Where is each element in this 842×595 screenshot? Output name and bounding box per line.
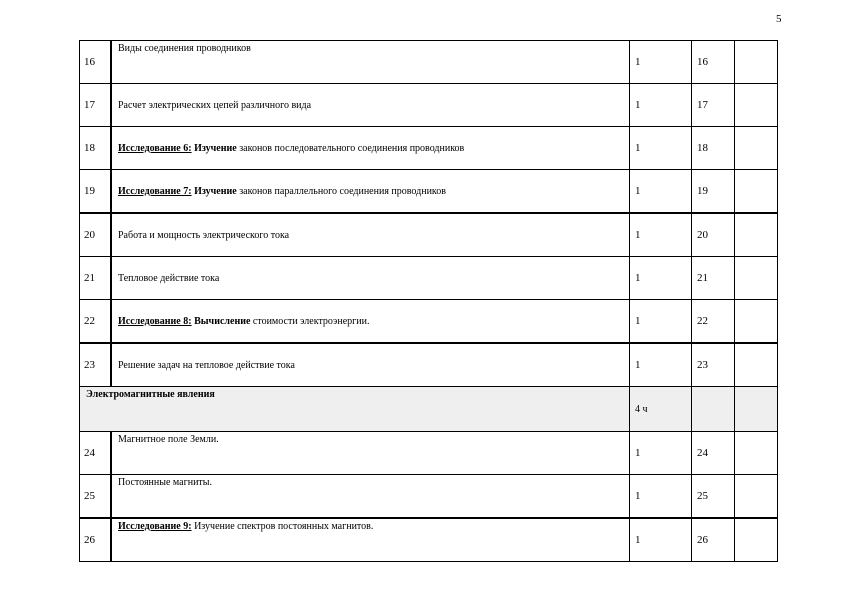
- section-header-row: [80, 387, 778, 432]
- lab-verb: Вычисление: [194, 315, 251, 327]
- lesson-number: 25: [80, 475, 112, 519]
- lesson-number: 22: [80, 300, 112, 344]
- lab-verb: Изучение: [194, 185, 237, 197]
- table-row: [80, 213, 778, 257]
- lesson-hours: 1: [630, 170, 692, 214]
- lesson-index: 19: [692, 170, 735, 214]
- table-row: [80, 257, 778, 300]
- lesson-hours: 1: [630, 432, 692, 475]
- lesson-index: 25: [692, 475, 735, 519]
- lesson-index: 16: [692, 41, 735, 84]
- lesson-topic: законов параллельного соединения проводников: [236, 185, 447, 197]
- lesson-index: 17: [692, 84, 735, 127]
- lesson-index: 18: [692, 127, 735, 170]
- lesson-topic-cell: [111, 41, 630, 84]
- lesson-extra: [735, 127, 778, 170]
- lesson-index: 20: [692, 213, 735, 257]
- table-row: [80, 343, 778, 387]
- lesson-hours: 1: [630, 300, 692, 344]
- lesson-topic-cell: [111, 170, 630, 214]
- section-title: Электромагнитные явления: [80, 387, 630, 432]
- section-empty-cell: [735, 387, 778, 432]
- table-row: [80, 475, 778, 519]
- lesson-number: 20: [80, 213, 112, 257]
- lesson-topic-cell: [111, 432, 630, 475]
- lesson-extra: [735, 213, 778, 257]
- lesson-number: 17: [80, 84, 112, 127]
- lesson-hours: 1: [630, 41, 692, 84]
- table-row: [80, 300, 778, 344]
- section-empty-cell: [692, 387, 735, 432]
- lesson-topic: Виды соединения проводников: [118, 43, 251, 54]
- lesson-index: 22: [692, 300, 735, 344]
- lesson-number: 19: [80, 170, 112, 214]
- lesson-topic: законов последовательного соединения проводников: [236, 142, 465, 154]
- lesson-topic: Тепловое действие тока: [111, 257, 630, 300]
- lesson-index: 23: [692, 343, 735, 387]
- lesson-topic-cell: [111, 475, 630, 519]
- table-row: [80, 518, 778, 562]
- lab-verb: Изучение: [194, 142, 237, 154]
- lesson-extra: [735, 41, 778, 84]
- lesson-topic-line: [118, 521, 373, 532]
- lesson-number: 23: [80, 343, 112, 387]
- lesson-extra: [735, 84, 778, 127]
- lesson-hours: 1: [630, 84, 692, 127]
- lesson-index: 24: [692, 432, 735, 475]
- lesson-number: 24: [80, 432, 112, 475]
- section-hours: 4 ч: [630, 387, 692, 432]
- lesson-topic: Изучение спектров постоянных магнитов.: [191, 521, 374, 532]
- table-row: [80, 170, 778, 214]
- lesson-extra: [735, 518, 778, 562]
- lesson-extra: [735, 475, 778, 519]
- lesson-number: 16: [80, 41, 112, 84]
- lesson-topic-cell: [111, 518, 630, 562]
- lesson-index: 21: [692, 257, 735, 300]
- page-number: 5: [776, 13, 782, 25]
- lab-prefix: Исследование 7:: [118, 185, 192, 197]
- lesson-extra: [735, 432, 778, 475]
- lesson-extra: [735, 300, 778, 344]
- lesson-topic: Магнитное поле Земли.: [118, 434, 219, 445]
- lab-prefix: Исследование 9:: [118, 521, 192, 532]
- lesson-number: 18: [80, 127, 112, 170]
- lesson-index: 26: [692, 518, 735, 562]
- lesson-hours: 1: [630, 343, 692, 387]
- lesson-topic-cell: [111, 127, 630, 170]
- lesson-topic: Постоянные магниты.: [118, 477, 213, 488]
- table-row: [80, 84, 778, 127]
- lesson-number: 26: [80, 518, 112, 562]
- lesson-hours: 1: [630, 213, 692, 257]
- lesson-topic: стоимости электроэнергии.: [250, 315, 370, 327]
- table-row: [80, 127, 778, 170]
- table-row: [80, 432, 778, 475]
- lesson-topic: Решение задач на тепловое действие тока: [111, 343, 630, 387]
- lab-prefix: Исследование 6:: [118, 142, 192, 154]
- lesson-topic: Работа и мощность электрического тока: [111, 213, 630, 257]
- lesson-number: 21: [80, 257, 112, 300]
- lesson-hours: 1: [630, 257, 692, 300]
- lab-prefix: Исследование 8:: [118, 315, 192, 327]
- lesson-extra: [735, 343, 778, 387]
- lesson-hours: 1: [630, 475, 692, 519]
- lesson-hours: 1: [630, 127, 692, 170]
- table-row: [80, 41, 778, 84]
- lesson-topic-cell: [111, 300, 630, 344]
- lesson-topic: Расчет электрических цепей различного вида: [111, 84, 630, 127]
- lesson-extra: [735, 257, 778, 300]
- lesson-extra: [735, 170, 778, 214]
- lesson-hours: 1: [630, 518, 692, 562]
- lesson-plan-table: [79, 40, 778, 562]
